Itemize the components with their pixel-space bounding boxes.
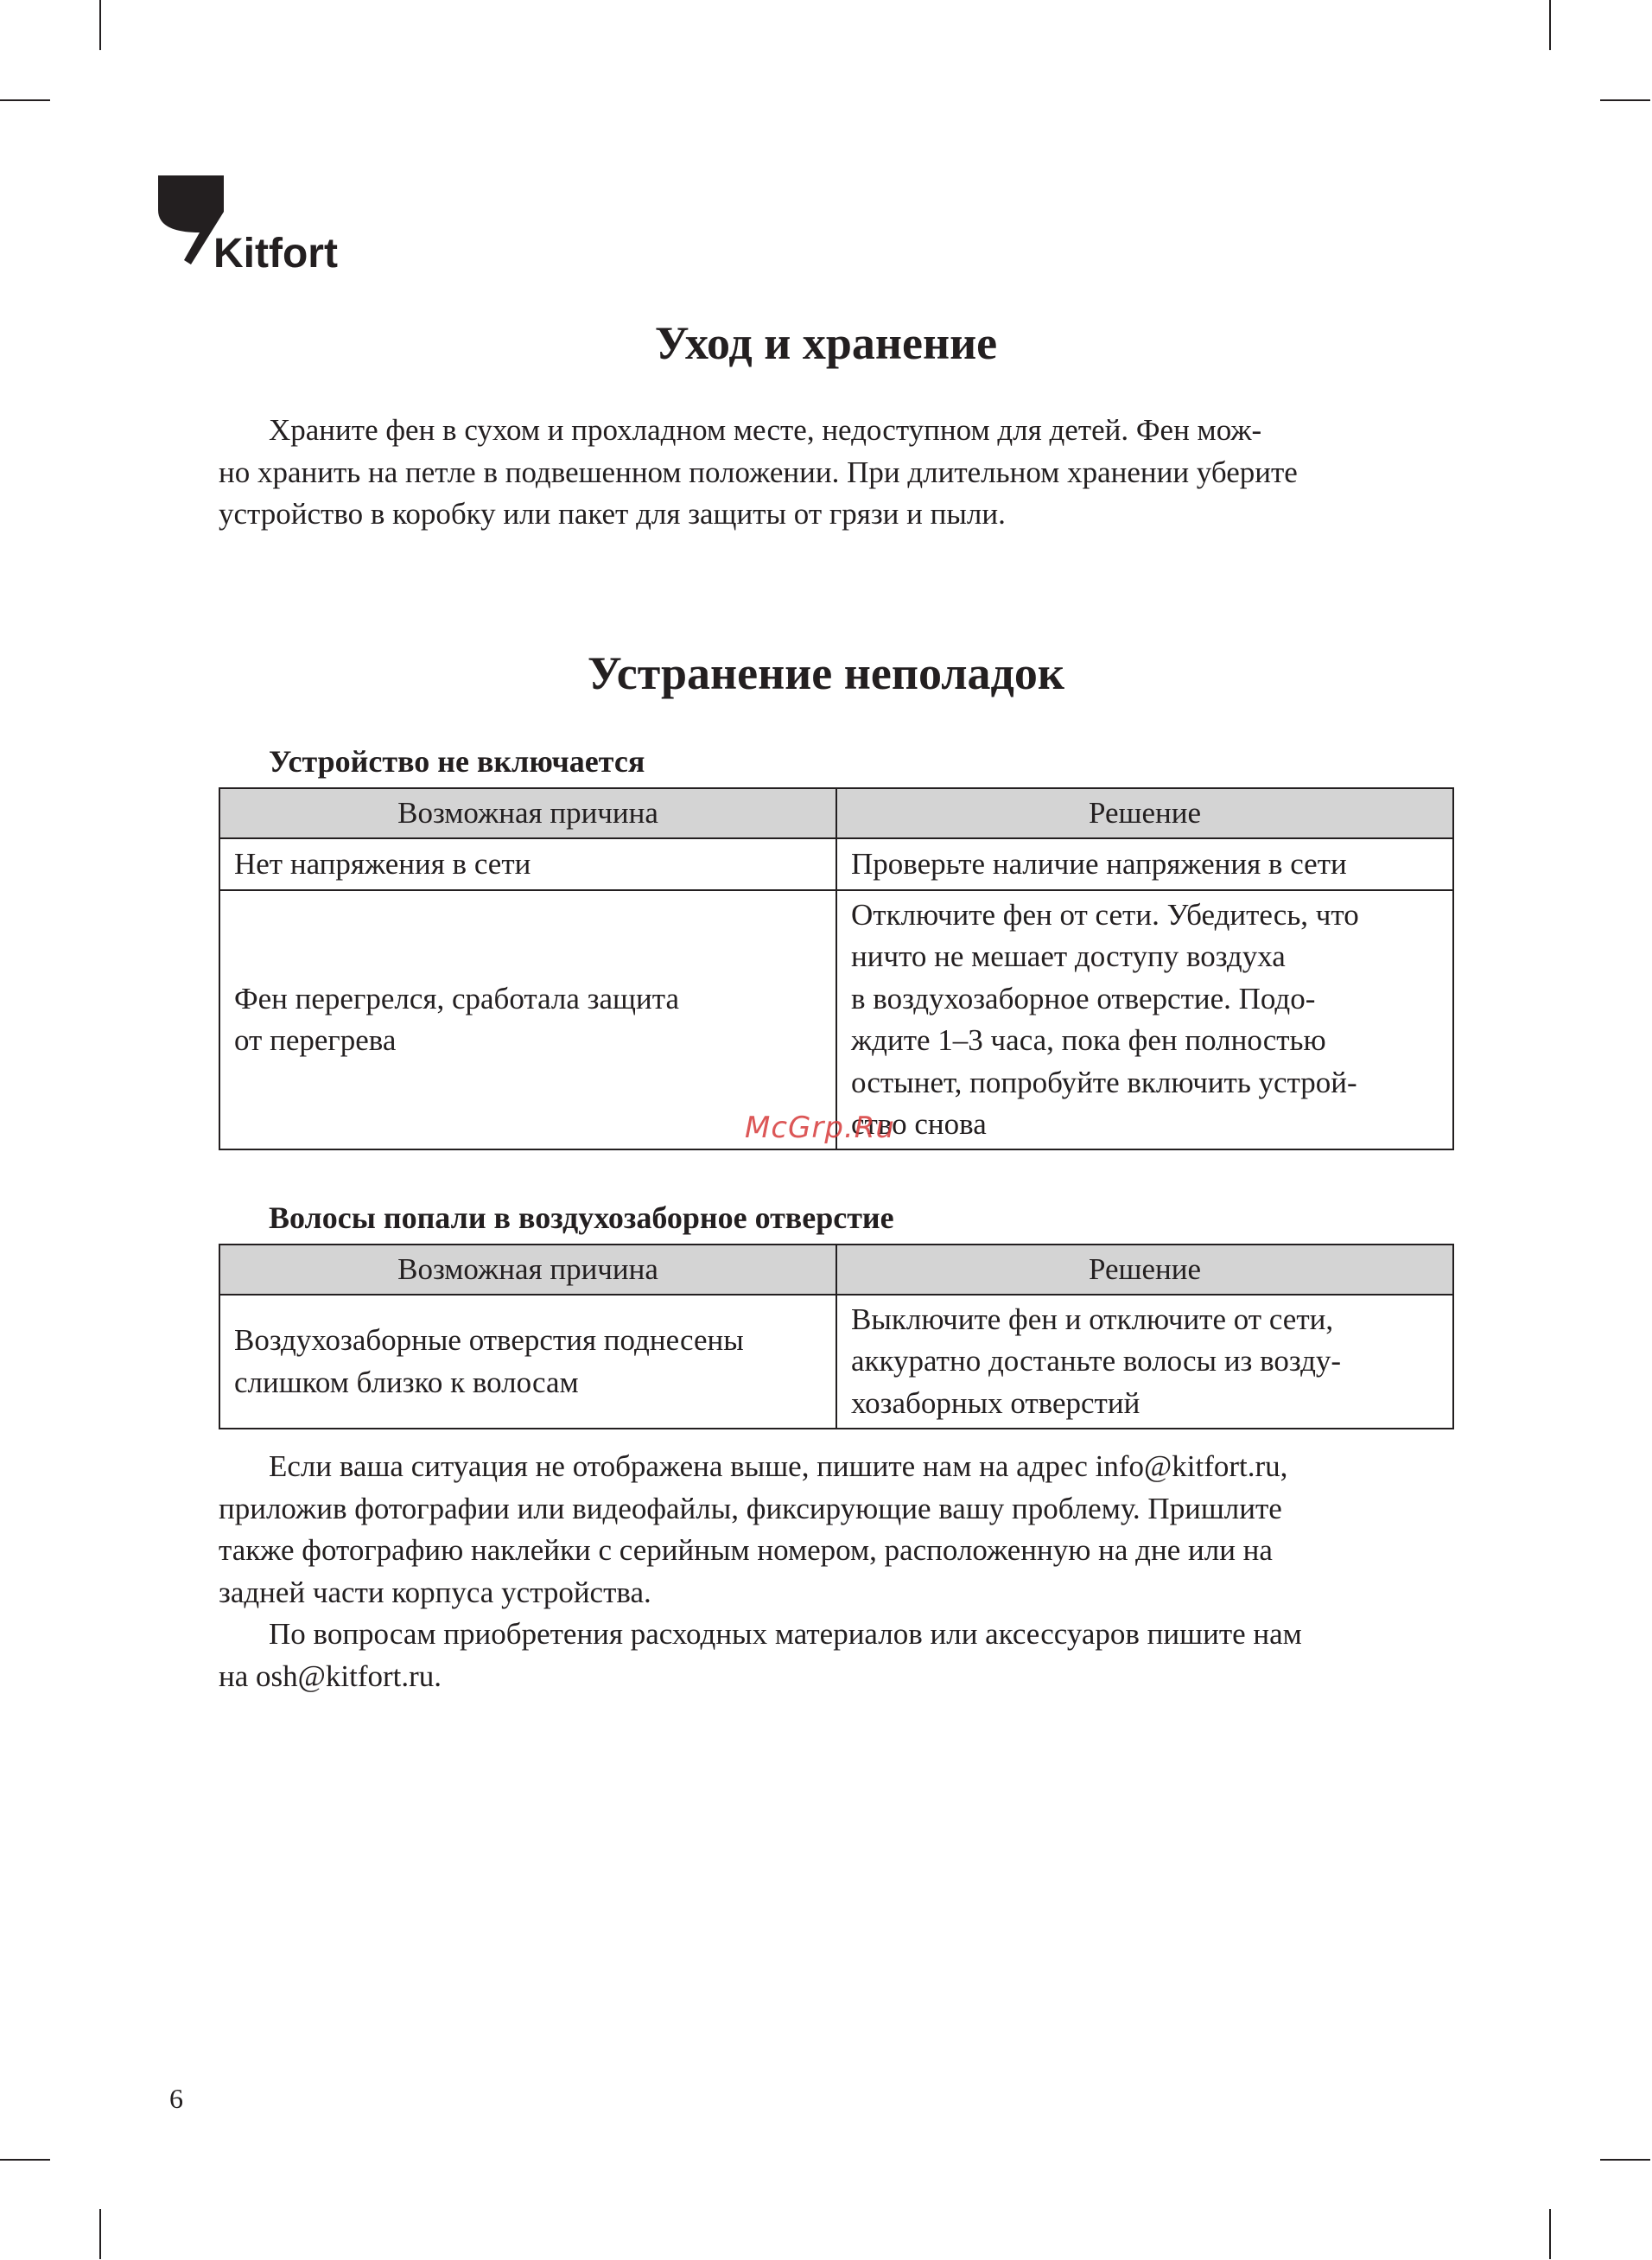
table-row [219, 838, 1453, 890]
solution-line: аккуратно достаньте волосы из возду- [851, 1344, 1342, 1378]
solution-line: в воздухозаборное отверстие. Подо- [851, 981, 1316, 1015]
contact-line: задней части корпуса устройства. [219, 1575, 651, 1609]
care-paragraph-line: устройство в коробку или пакет для защиты от грязи и пыли. [219, 497, 1006, 531]
table-header-row [219, 788, 1453, 838]
cause-cell [219, 1295, 836, 1429]
solution-line: остынет, попробуйте включить устрой- [851, 1065, 1357, 1099]
solution-cell [836, 1295, 1453, 1429]
solution-line: ничто не мешает доступу воздуха [851, 939, 1286, 973]
solution-line: Отключите фен от сети. Убедитесь, что [851, 897, 1359, 932]
column-header-solution: Решение [836, 788, 1453, 838]
kitfort-logo-text: Kitfort [213, 231, 338, 271]
cause-line: Нет напряжения в сети [234, 846, 531, 881]
watermark: McGrp.Ru [745, 1111, 895, 1145]
accessories-line: на osh@kitfort.ru. [219, 1658, 442, 1693]
page-number: 6 [169, 2083, 183, 2114]
crop-mark-top-right [1549, 0, 1551, 50]
table-not-turning-on [219, 787, 1454, 1150]
care-paragraph-line: Храните фен в сухом и прохладном месте, недоступном для детей. Фен мож- [269, 413, 1262, 447]
cause-line: от перегрева [234, 1023, 397, 1057]
crop-mark-bottom-right-h [1600, 2159, 1650, 2161]
solution-cell [836, 838, 1453, 890]
contact-line: приложив фотографии или видеофайлы, фиксирующие вашу проблему. Пришлите [219, 1491, 1282, 1525]
cause-cell [219, 890, 836, 1149]
crop-mark-top-left-h [0, 99, 50, 101]
cause-line: Воздухозаборные отверстия поднесены [234, 1323, 744, 1357]
contact-paragraph [219, 1446, 1452, 1697]
solution-cell [836, 890, 1453, 1149]
kitfort-logo [158, 175, 340, 271]
crop-mark-top-left [99, 0, 101, 50]
solution-line: ждите 1–3 часа, пока фен полностью [851, 1023, 1326, 1057]
crop-mark-bottom-left-h [0, 2159, 50, 2161]
cause-line: слишком близко к волосам [234, 1365, 579, 1399]
kitfort-logo-mark [158, 175, 340, 271]
care-paragraph [219, 410, 1452, 536]
care-title: Уход и хранение [654, 317, 998, 369]
cause-line: Фен перегрелся, сработала защита [234, 981, 679, 1015]
table-1-heading: Устройство не включается [269, 744, 645, 779]
crop-mark-top-right-h [1600, 99, 1650, 101]
table-2-heading: Волосы попали в воздухозаборное отверстие [269, 1200, 894, 1235]
accessories-line: По вопросам приобретения расходных материалов или аксессуаров пишите нам [269, 1617, 1302, 1651]
cause-cell [219, 838, 836, 890]
column-header-solution: Решение [836, 1245, 1453, 1295]
solution-line: Выключите фен и отключите от сети, [851, 1302, 1334, 1336]
troubleshooting-title: Устранение неполадок [588, 647, 1064, 699]
crop-mark-bottom-right [1549, 2209, 1551, 2259]
solution-line: ство снова [851, 1107, 987, 1141]
care-paragraph-line: но хранить на петле в подвешенном положении. При длительном хранении уберите [219, 455, 1298, 489]
contact-line: Если ваша ситуация не отображена выше, пишите нам на адрес info@kitfort.ru, [269, 1449, 1288, 1483]
crop-mark-bottom-left [99, 2209, 101, 2259]
table-hair-in-intake [219, 1244, 1454, 1429]
contact-line: также фотографию наклейки с серийным номером, расположенную на дне или на [219, 1533, 1273, 1567]
solution-line: хозаборных отверстий [851, 1385, 1141, 1420]
column-header-cause: Возможная причина [219, 1245, 836, 1295]
solution-line: Проверьте наличие напряжения в сети [851, 846, 1347, 881]
table-header-row [219, 1245, 1453, 1295]
table-row [219, 1295, 1453, 1429]
column-header-cause: Возможная причина [219, 788, 836, 838]
